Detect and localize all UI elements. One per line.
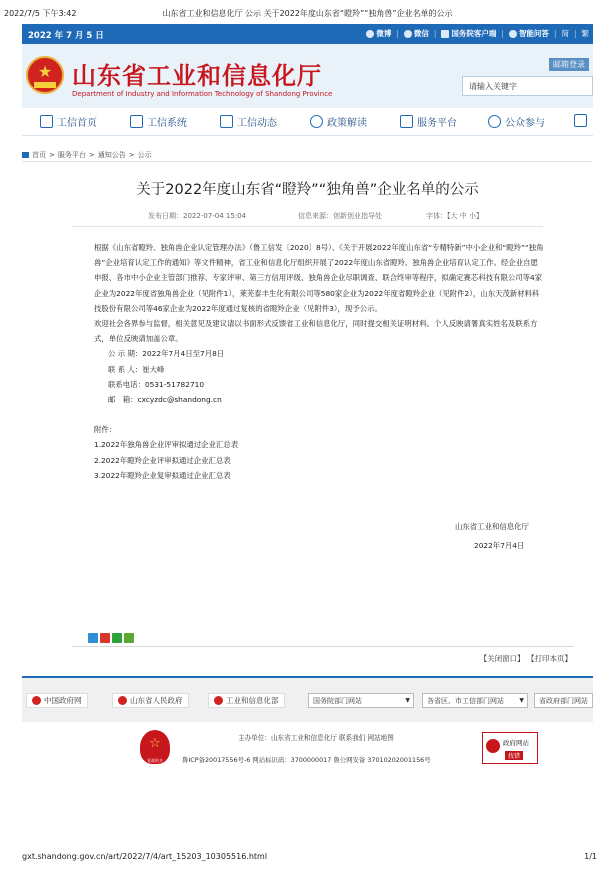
search-input[interactable]: 请输入关键字 <box>462 76 593 96</box>
wechat-link[interactable]: 微信 <box>404 28 429 39</box>
contact-email: 邮 箱：cxcyzdc@shandong.cn <box>108 395 222 405</box>
article-paragraph: 根据《山东省瞪羚、独角兽企业认定管理办法》（鲁工信发〔2020〕8号）、《关于开展2022年度山东省“专精特新”中小企业和“瞪羚”“独角兽”企业培育认定工作的通知》等文件精神，省工业和信息化厅组织开展了2022年度山东省瞪羚、独角兽企业培育认定工作。经企业自愿申报、各市中小企业主管部门推荐、专家评审、第三方信用评级、独角兽企业尽职调查、联合终审等程序，拟确定赛芯科技有限公司等4家企业为2022年度省独角兽企业（见附件1），莱芜泰丰生化有限公司等580家企业为2022年度省瞪羚企业（见附件2），山东天茂新材料科技股份有限公司等46家企业为2022年度通过复核的省瞪羚企业（见附件3），现予公示。 <box>94 243 544 313</box>
print-url: gxt.shandong.gov.cn/art/2022/7/4/art_15203_10305516.html <box>22 852 268 861</box>
chevron-down-icon: ▼ <box>405 697 410 704</box>
footer-sponsor: 主办单位：山东省工业和信息化厅 联系我们 网站地图 <box>238 734 394 742</box>
mail-login-link[interactable]: 邮箱登录 <box>549 58 589 71</box>
building-icon <box>130 115 143 128</box>
site-title[interactable]: 山东省工业和信息化厅 <box>72 61 322 90</box>
party-agency-badge-icon[interactable]: ☆ 党政机关 <box>140 730 170 764</box>
link-miit[interactable]: 工业和信息化部 <box>208 693 285 708</box>
share-weibo-icon[interactable] <box>100 633 110 643</box>
emblem-icon <box>214 696 223 705</box>
divider <box>22 161 593 162</box>
attachment-link[interactable]: 2.2022年瞪羚企业评审拟通过企业汇总表 <box>94 455 231 465</box>
state-council-app-link[interactable]: 国务院客户端 <box>441 28 496 39</box>
signature-date: 2022年7月4日 <box>474 541 525 550</box>
divider <box>72 646 574 647</box>
article-body <box>94 240 545 483</box>
breadcrumb: 首页 > 服务平台 > 通知公告 > 公示 <box>22 150 152 160</box>
chevron-down-icon: ▼ <box>519 697 524 704</box>
briefcase-icon <box>400 115 413 128</box>
emblem-icon <box>32 696 41 705</box>
font-size-switch[interactable]: 字体：【大 中 小】 <box>426 212 483 220</box>
contact-person: 联 系 人：崔大峰 <box>108 364 165 374</box>
emblem-icon <box>118 696 127 705</box>
select-provincial-miit[interactable]: 各省区、市工信部门网站 ▼ <box>422 693 528 708</box>
app-icon <box>441 30 449 38</box>
share-douban-icon[interactable] <box>124 633 134 643</box>
share-qzone-icon[interactable] <box>88 633 98 643</box>
print-page-count: 1/1 <box>584 852 597 861</box>
document-icon <box>220 115 233 128</box>
divider: | <box>396 29 399 38</box>
nav-item-news[interactable]: 工信动态 <box>220 114 277 129</box>
more-icon <box>574 114 587 127</box>
top-bar <box>22 24 593 44</box>
gov-site-error-badge[interactable]: 政府网站 找错 <box>482 732 538 764</box>
print-page-button[interactable]: 【打印本页】 <box>527 654 572 663</box>
article-actions <box>480 653 572 664</box>
wechat-icon <box>404 30 412 38</box>
attachment-link[interactable]: 1.2022年独角兽企业评审拟通过企业汇总表 <box>94 440 239 450</box>
top-links <box>366 28 589 39</box>
nav-item-policy[interactable]: 政策解读 <box>310 114 367 129</box>
nav-item-more[interactable] <box>574 114 587 127</box>
robot-icon <box>509 30 517 38</box>
site-banner <box>22 44 593 108</box>
share-wechat-icon[interactable] <box>112 633 122 643</box>
select-state-council-depts[interactable]: 国务院部门网站 ▼ <box>308 693 414 708</box>
nav-item-system[interactable]: 工信系统 <box>130 114 187 129</box>
print-footer <box>0 850 615 866</box>
nav-item-public[interactable]: 公众参与 <box>488 114 545 129</box>
site-footer <box>22 722 593 780</box>
close-window-button[interactable]: 【关闭窗口】 <box>479 654 525 663</box>
contact-phone: 联系电话：0531-51782710 <box>108 379 205 389</box>
select-provincial-depts[interactable]: 省政府部门网站 <box>534 693 593 708</box>
attachment-link[interactable]: 3.2022年瞪羚企业复审拟通过企业汇总表 <box>94 470 231 480</box>
simplified-link[interactable]: 简 <box>561 29 569 38</box>
breadcrumb-service[interactable]: 服务平台 <box>57 151 86 159</box>
footer-icp: 鲁ICP备20017556号-6 网站标识码：3700000017 鲁公网安备 37010202001156号 <box>182 756 431 764</box>
weibo-link[interactable]: 微博 <box>366 28 391 39</box>
share-icons <box>88 633 134 643</box>
breadcrumb-notice[interactable]: 通知公告 <box>97 151 126 159</box>
print-page-title: 山东省工业和信息化厅 公示 关于2022年度山东省“瞪羚”“独角兽”企业名单的公示 <box>162 9 453 18</box>
nav-item-home[interactable]: 工信首页 <box>40 114 97 129</box>
breadcrumb-publicity[interactable]: 公示 <box>137 151 152 159</box>
divider: | <box>433 29 437 38</box>
print-header <box>0 0 615 24</box>
info-source: 信息来源：创新创业指导处 <box>298 212 382 220</box>
link-shandong-gov[interactable]: 山东省人民政府 <box>112 693 189 708</box>
smart-qa-link[interactable]: 智能问答 <box>509 28 549 39</box>
divider: | <box>573 29 577 38</box>
article-paragraph: 欢迎社会各界参与监督，相关意见及建议请以书面形式反馈省工业和信息化厅，同时提交相关证明材料。个人反映请署真实姓名及联系方式，单位反映请加盖公章。 <box>94 319 538 344</box>
national-emblem-icon: ★ <box>26 56 64 94</box>
signature-org: 山东省工业和信息化厅 <box>455 522 529 531</box>
traditional-link[interactable]: 繁 <box>581 29 589 38</box>
people-icon <box>488 115 501 128</box>
site-subtitle: Department of Industry and Information Technology of Shandong Province <box>72 90 333 98</box>
search-icon <box>486 739 500 753</box>
link-china-gov[interactable]: 中国政府网 <box>26 693 88 708</box>
current-date: 2022 年 7 月 5 日 <box>28 31 104 41</box>
home-icon <box>40 115 53 128</box>
contact-period: 公 示 期：2022年7月4日至7月8日 <box>108 349 225 359</box>
divider <box>72 226 543 227</box>
print-datetime: 2022/7/5 下午3:42 <box>4 9 77 18</box>
home-icon <box>22 152 29 158</box>
main-nav <box>22 108 593 136</box>
nav-item-service[interactable]: 服务平台 <box>400 114 457 129</box>
publish-date: 发布日期：2022-07-04 15:04 <box>148 212 247 220</box>
weibo-icon <box>366 30 374 38</box>
footer-links-bar <box>22 678 593 722</box>
divider: | <box>553 29 557 38</box>
breadcrumb-home[interactable]: 首页 <box>32 151 46 159</box>
policy-icon <box>310 115 323 128</box>
article-title: 关于2022年度山东省“瞪羚”“独角兽”企业名单的公示 <box>136 182 479 198</box>
divider: | <box>501 29 504 38</box>
attachments-label: 附件： <box>94 425 117 435</box>
